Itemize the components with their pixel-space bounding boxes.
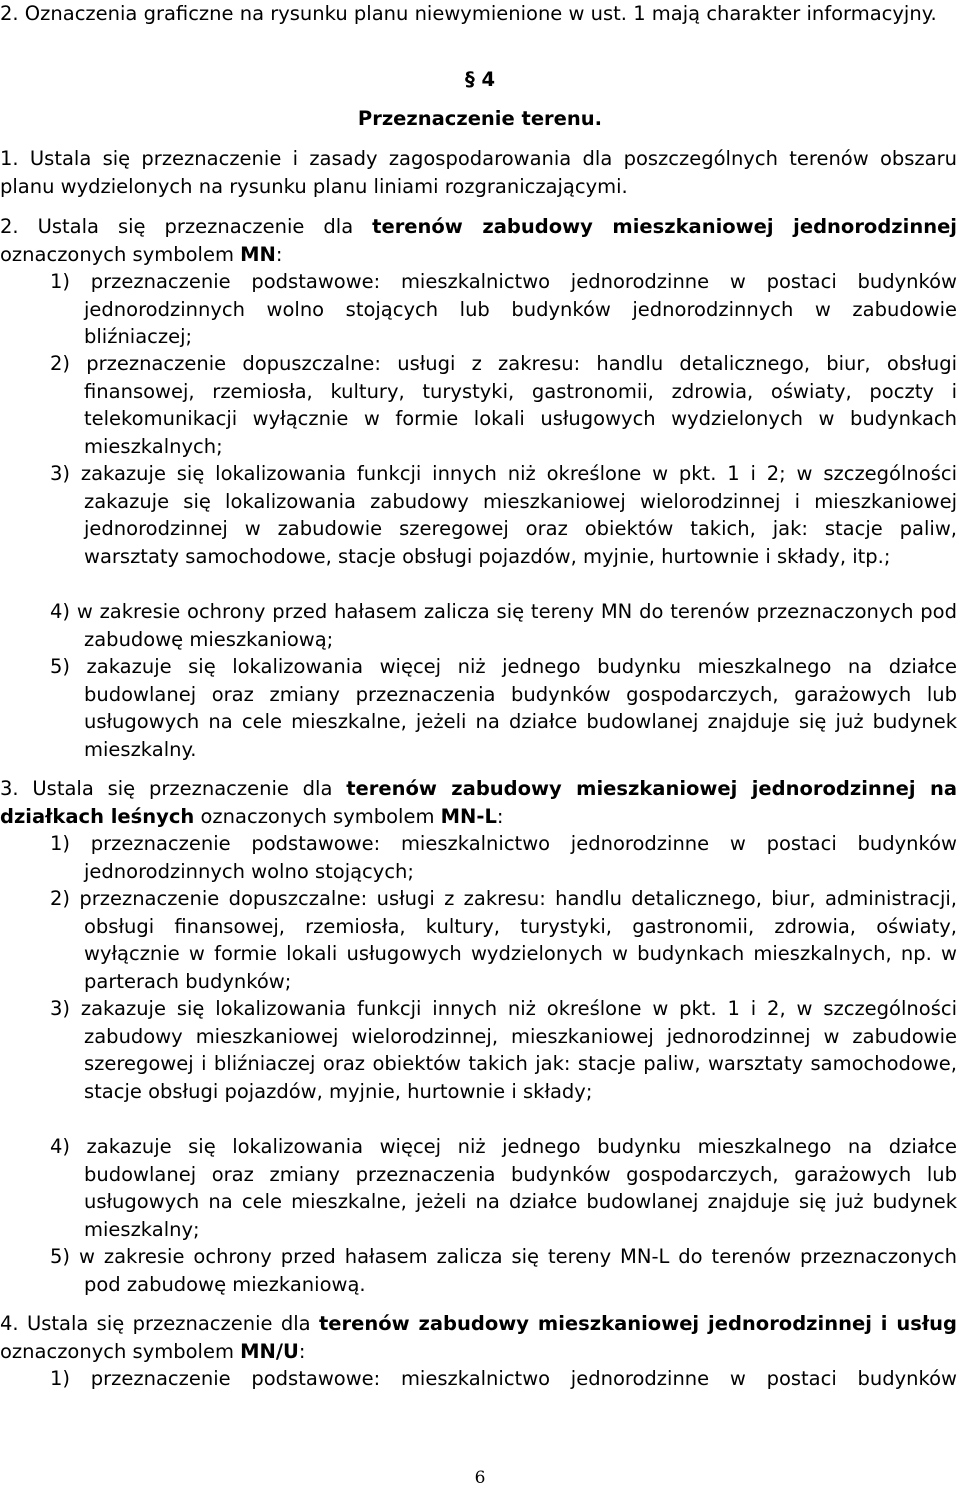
paragraph-4-item-1: 1) przeznaczenie podstawowe: mieszkalnictwo jednorodzinne w postaci budynków	[50, 1367, 957, 1390]
paragraph-2-item-2: 2) przeznaczenie dopuszczalne: usługi z zakresu: handlu detalicznego, biur, obsługi finansowej, rzemiosła, kultury, turystyki, gastronomii, zdrowia, oświaty, poczty i telekomunikacji wyłącznie w formie lokali usługowych wydzielonych w budynkach mieszkalnych;	[50, 352, 957, 458]
paragraph-4-pre: 4. Ustala się przeznaczenie dla	[0, 1312, 319, 1335]
paragraph-3-item-3: 3) zakazuje się lokalizowania funkcji innych niż określone w pkt. 1 i 2, w szczególności zabudowy mieszkaniowej wielorodzinnej, mieszkaniowej jednorodzinnej w zabudowie szeregowej i bliźniaczej oraz obiektów takich jak: stacje paliw, warsztaty samochodowe, stacje obsługi pojazdów, myjnie, hurtownie i składy;	[50, 997, 957, 1103]
paragraph-2-item-4: 4) w zakresie ochrony przed hałasem zalicza się tereny MN do terenów przeznaczonych pod zabudowę mieszkaniową;	[50, 600, 957, 651]
section-heading: Przeznaczenie terenu.	[357, 107, 603, 130]
paragraph-3-item-2: 2) przeznaczenie dopuszczalne: usługi z zakresu: handlu detalicznego, biur, administracji, obsługi finansowej, rzemiosła, kultury, turystyki, gastronomii, zdrowia, oświaty, wyłącznie w formie lokali usługowych wydzielonych w budynkach mieszkalnych, np. w parterach budynków;	[50, 887, 957, 993]
paragraph-2	[0, 213, 957, 268]
page-number: 6	[474, 1468, 486, 1488]
paragraph-4-term: terenów zabudowy mieszkaniowej jednorodzinnej i usług	[318, 1312, 957, 1335]
paragraph-3-item-1: 1) przeznaczenie podstawowe: mieszkalnictwo jednorodzinne w postaci budynków jednorodzinnych wolno stojących;	[50, 832, 957, 883]
paragraph-2-item-5: 5) zakazuje się lokalizowania więcej niż jednego budynku mieszkalnego na działce budowlanej oraz zmiany przeznaczenia budynków gospodarczych, garażowych lub usługowych na cele mieszkalne, jeżeli na działce budowlanej znajduje się już budynek mieszkalny.	[50, 655, 957, 761]
paragraph-3	[0, 775, 957, 830]
paragraph-2-item-3: 3) zakazuje się lokalizowania funkcji innych niż określone w pkt. 1 i 2; w szczególności zakazuje się lokalizowania zabudowy mieszkaniowej wielorodzinnej i mieszkaniowej jednorodzinnej w zabudowie szeregowej oraz obiektów takich, jak: stacje paliw, warsztaty samochodowe, stacje obsługi pojazdów, myjnie, hurtownie i składy, itp.;	[50, 462, 957, 568]
intro-item-2: 2. Oznaczenia graficzne na rysunku planu niewymienione w ust. 1 mają charakter informacyjny.	[0, 2, 937, 25]
paragraph-sign: § 4	[464, 68, 496, 91]
paragraph-2-symbol: MN	[240, 242, 276, 266]
paragraph-3-item-5: 5) w zakresie ochrony przed hałasem zalicza się tereny MN-L do terenów przeznaczonych pod zabudowę miezkaniową.	[50, 1245, 957, 1296]
paragraph-3-term: terenów zabudowy mieszkaniowej jednorodzinnej na działkach leśnych	[0, 777, 957, 828]
paragraph-3-mid: oznaczonych symbolem	[194, 804, 441, 828]
paragraph-3-item-4: 4) zakazuje się lokalizowania więcej niż jednego budynku mieszkalnego na działce budowlanej oraz zmiany przeznaczenia budynków gospodarczych, garażowych lub usługowych na cele mieszkalne, jeżeli na działce budowlanej znajduje się już budynek mieszkalny;	[50, 1135, 957, 1241]
paragraph-3-pre: 3. Ustala się przeznaczenie dla	[0, 777, 347, 800]
paragraph-2-post: :	[275, 242, 283, 266]
paragraph-2-pre: 2. Ustala się przeznaczenie dla	[0, 215, 373, 238]
paragraph-4-post: :	[298, 1339, 306, 1363]
paragraph-2-mid: oznaczonych symbolem	[0, 242, 241, 266]
paragraph-2-term: terenów zabudowy mieszkaniowej jednorodzinnej	[372, 215, 957, 238]
paragraph-4-symbol: MN/U	[240, 1339, 299, 1363]
paragraph-1: 1. Ustala się przeznaczenie i zasady zagospodarowania dla poszczególnych terenów obszaru planu wydzielonych na rysunku planu liniami rozgraniczającymi.	[0, 147, 957, 198]
paragraph-2-item-1: 1) przeznaczenie podstawowe: mieszkalnictwo jednorodzinne w postaci budynków jednorodzinnych wolno stojących lub budynków jednorodzinnych w zabudowie bliźniaczej;	[50, 270, 957, 348]
paragraph-4-mid: oznaczonych symbolem	[0, 1339, 241, 1363]
paragraph-4	[0, 1310, 957, 1365]
paragraph-3-symbol: MN-L	[440, 804, 497, 828]
paragraph-3-post: :	[496, 804, 504, 828]
